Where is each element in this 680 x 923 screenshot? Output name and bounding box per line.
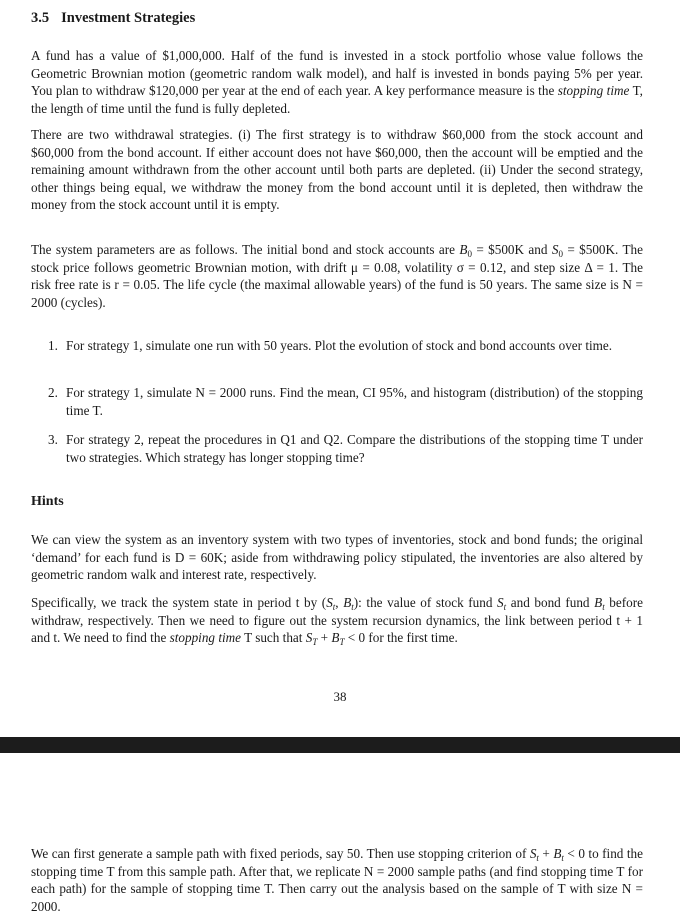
section-heading <box>31 10 195 27</box>
page-separator <box>0 737 680 753</box>
hints-heading: Hints <box>31 494 64 509</box>
question-item: 1. For strategy 1, simulate one run with 50 years. Plot the evolution of stock and bond accounts over time. <box>48 338 613 353</box>
parameters-paragraph: The system parameters are as follows. The initial bond and stock accounts are $B_0$ = $500K and $S_0$ = $500K. The stock price follows geometric Brownian motion, with drift μ = 0.08, volatility σ = 0.12, and step size Δ = 1. The risk free rate is r = 0.05. The life cycle (the maximal allowable years) of the fund is 50 years. The same size is N = 2000 (cycles). <box>31 242 643 310</box>
intro-paragraph: A fund has a value of $1,000,000. Half of the fund is invested in a stock portfolio whose value follows the Geometric Brownian motion (geometric random walk model), and half is invested in bonds paying 5% per year. You plan to withdraw $120,000 per year at the end of each year. A key performance measure is the stopping time T, the length of time until the fund is fully depleted. <box>31 48 643 116</box>
page-number: 38 <box>333 689 347 704</box>
hint-inventory-paragraph: We can view the system as an inventory system with two types of inventories, stock and bond funds; the original ‘demand’ for each fund is D = 60K; aside from withdrawing policy stipulated, the inventories are also altered by geometric random walk and interest rate, respectively. <box>31 532 643 583</box>
section-title: Investment Strategies <box>61 10 196 26</box>
hint-state-paragraph: Specifically, we track the system state in period t by ($S_t$, $B_t$): the value of stock fund $S_t$ and bond fund $B_t$ before withdraw, respectively. Then we need to figure out the system recursion dynamics, the link between period t + 1 and t. We need to find the stopping time T such that $S_T + B_T < 0$ for the first time. <box>31 595 643 648</box>
strategies-paragraph: There are two withdrawal strategies. (i) The first strategy is to withdraw $60,000 from the stock account and $60,000 from the bond account. If either account does not have $60,000, then the account will be emptied and the remaining amount withdrawn from the other account until both parts are depleted. (ii) Under the second strategy, other things being equal, we withdraw the money from the bond account until it is depleted, then withdraw the money from the stock account until it is empty. <box>31 127 643 213</box>
question-item: 3. For strategy 2, repeat the procedures in Q1 and Q2. Compare the distributions of the stopping time T under two strategies. Which strategy has longer stopping time? <box>48 432 643 465</box>
question-item: 2. For strategy 1, simulate N = 2000 runs. Find the mean, CI 95%, and histogram (distribution) of the stopping time T. <box>48 385 643 418</box>
section-number: 3.5 <box>31 10 50 26</box>
page-39 <box>0 753 680 923</box>
sample-path-paragraph: We can first generate a sample path with fixed periods, say 50. Then use stopping criterion of $S_t + B_t < 0$ to find the stopping time T from this sample path. After that, we replicate N = 2000 sample paths (and find stopping time T for each path) for the sample of stopping time T. Then carry out the analysis based on the sample of T with size N = 2000. <box>31 846 643 914</box>
